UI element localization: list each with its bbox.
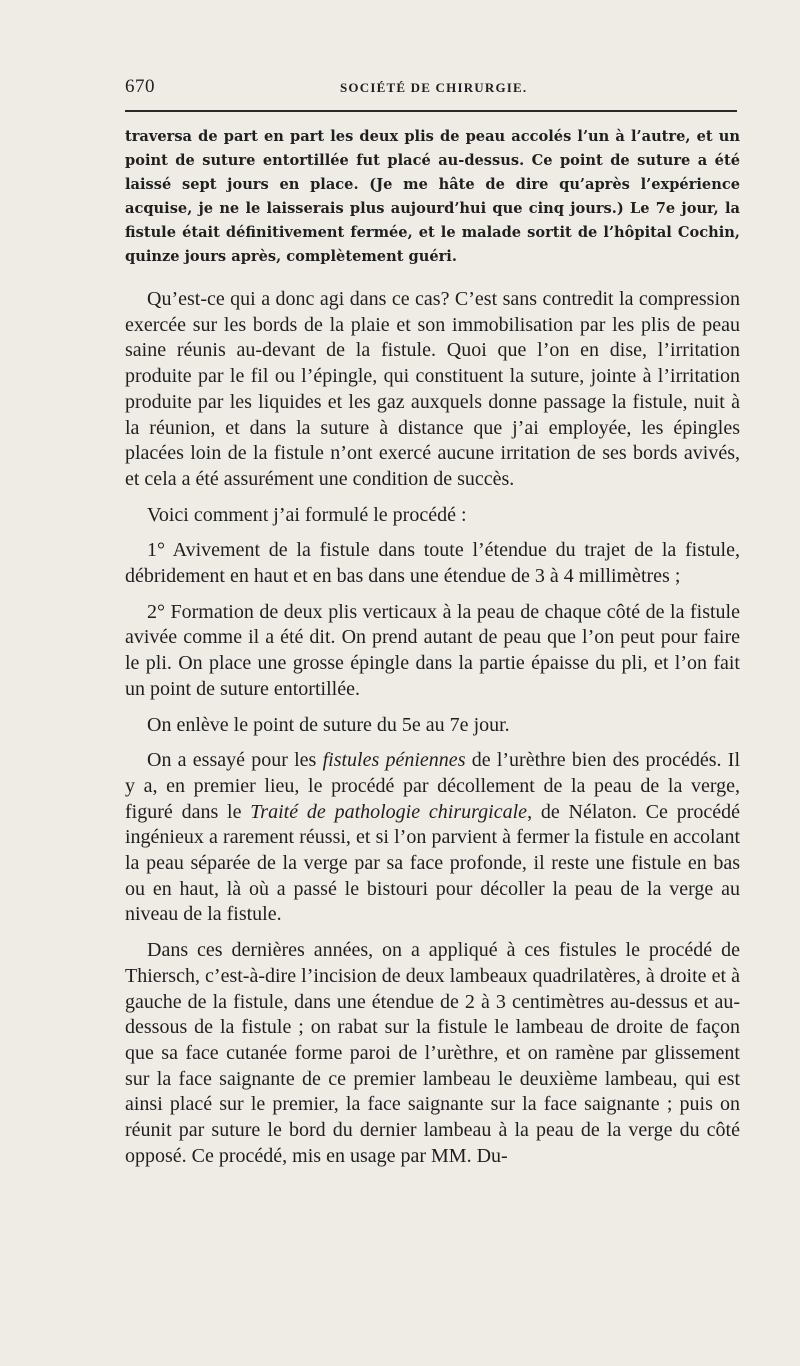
italic-term: fistules péniennes xyxy=(322,749,466,772)
text-run: de l’urèthre bien des procédés. Il y a, en premier lieu, le procédé par décollement de la peau de la verge, figuré dans le xyxy=(125,749,741,823)
text-run: , de Nélaton. Ce procédé ingénieux a rarement réussi, et si l’on parvient à fermer la fistule en accolant la peau séparée de la verge par sa face profonde, il reste une fistule en bas ou en haut, là où a passé le bistouri pour décoller la peau de la verge au niveau de la fistule. xyxy=(125,800,740,926)
paragraph-thiersch: Dans ces dernières années, on a appliqué à ces fistules le procédé de Thiersch, c’est-à-dire l’incision de deux lambeaux quadrilatères, à droite et à gauche de la fistule, dans une étendue de 2 à 3 centimètres au-dessus et au-dessous de la fistule ; on rabat sur la fistule le lambeau de droite de façon que sa face cutanée forme paroi de l’urèthre, et on ramène par glissement sur la face saignante de ce premier lambeau le deuxième lambeau, qui est ainsi placé sur le premier, la face saignante sur la face saignante ; puis on réunit par suture le bord du dernier lambeau à la peau de la verge du côté opposé. Ce procédé, mis en usage par MM. Du- xyxy=(125,939,740,1167)
continuation-paragraph: traversa de part en part les deux plis de peau accolés l’un à l’autre, et un point de suture entortillée fut placé au-dessus. Ce point de suture a été laissé sept jours en place. (Je me hâte de dire qu’après l’expérience acquise, je ne le laisserais plus aujourd’hui que cinq jours.) Le 7e jour, la fistule était définitivement fermée, et le malade sortit de l’hôpital Cochin, quinze jours après, complètement guéri. xyxy=(125,128,740,265)
italic-title: Traité de pathologie chirurgicale xyxy=(250,800,528,823)
running-head xyxy=(125,72,740,102)
main-text xyxy=(125,287,740,1180)
paragraph-step-2: 2° Formation de deux plis verticaux à la peau de chaque côté de la fistule avivée comme il a été dit. On prend autant de peau que l’on peut pour faire le pli. On place une grosse épingle dans la partie épaisse du pli, et l’on fait un point de suture entortillée. xyxy=(125,600,740,700)
page-number: 670 xyxy=(125,76,155,97)
running-title: SOCIÉTÉ DE CHIRURGIE. xyxy=(340,80,528,95)
paragraph-penile-fistulas xyxy=(125,748,740,928)
paragraph-procedure-intro: Voici comment j’ai formulé le procédé : xyxy=(147,503,467,526)
text-run: On a essayé pour les xyxy=(147,749,323,772)
paragraph-compression: Qu’est-ce qui a donc agi dans ce cas? C’est sans contredit la compression exercée sur les bords de la plaie et son immobilisation par les plis de peau saine réunis au-devant de la fistule. Quoi que l’on en dise, l’irritation produite par le fil ou l’épingle, qui constituent la suture, jointe à l’irritation produite par les liquides et les gaz auxquels donne passage la fistule, nuit à la réunion, et dans la suture à distance que j’ai employée, les épingles placées loin de la fistule n’ont exercé aucune irritation de ses bords avivés, et cela a été assurément une condition de succès. xyxy=(125,288,740,490)
header-rule xyxy=(125,110,737,112)
paragraph-suture-removal: On enlève le point de suture du 5e au 7e jour. xyxy=(147,713,510,736)
paragraph-step-1: 1° Avivement de la fistule dans toute l’étendue du trajet de la fistule, débridement en haut et en bas dans une étendue de 3 à 4 millimètres ; xyxy=(125,539,740,588)
